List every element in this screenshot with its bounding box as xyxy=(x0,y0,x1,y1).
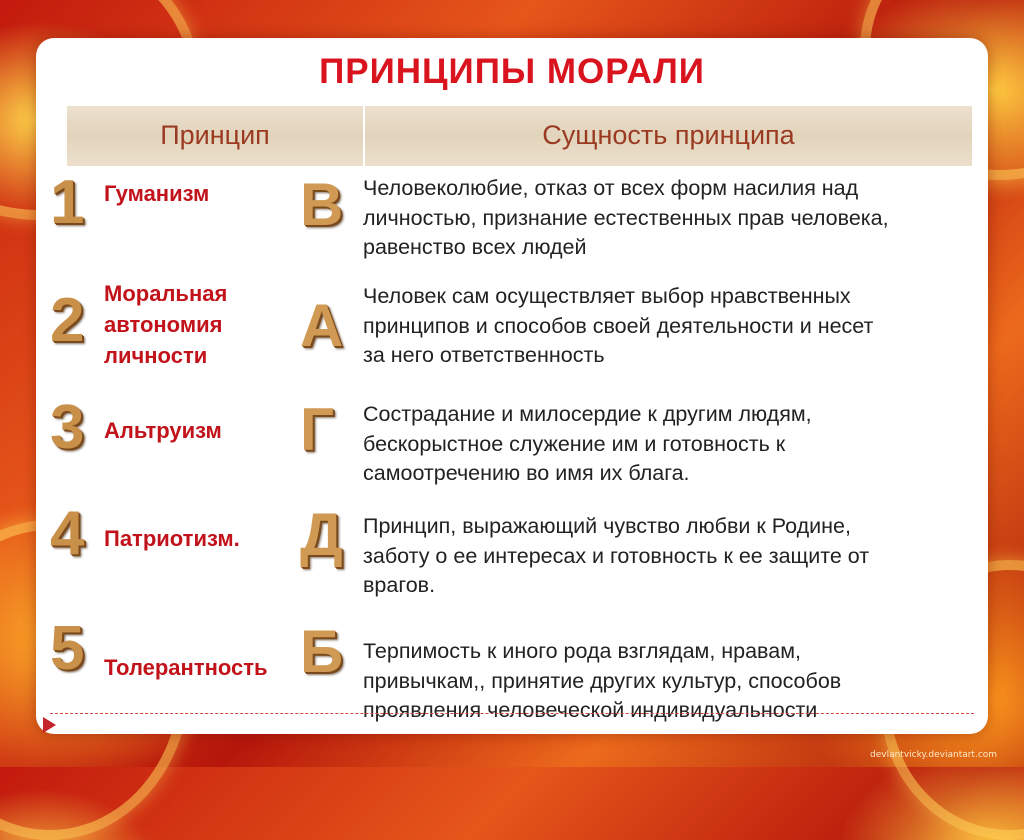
footer-divider xyxy=(50,713,974,714)
triangle-right-icon[interactable] xyxy=(43,717,56,733)
description-line: личностью, признание естественных прав человека, xyxy=(363,205,889,230)
principle-name-line: личности xyxy=(104,343,208,368)
row-number: 3 xyxy=(50,393,85,462)
description-line: проявления человеческой индивидуальности xyxy=(363,698,818,722)
description-line: Человеколюбие, отказ от всех форм насилия над xyxy=(363,176,859,200)
principle-name: Патриотизм. xyxy=(104,526,240,551)
description-line: Сострадание и милосердие к другим людям, xyxy=(363,402,812,426)
principle-description xyxy=(363,282,873,371)
description-line: принципов и способов своей деятельности и несет xyxy=(363,313,874,338)
description-line: за него ответственность xyxy=(363,343,605,367)
description-line: привычкам,, принятие других культур, способов xyxy=(363,668,842,693)
header-essence: Сущность принципа xyxy=(542,120,795,150)
answer-letter: А xyxy=(300,292,344,359)
table-header xyxy=(67,106,972,166)
row-number: 5 xyxy=(50,614,85,683)
description-line: Терпимость к иного рода взглядам, нравам, xyxy=(363,639,801,663)
principle-name: Альтруизм xyxy=(104,418,222,443)
row-number: 1 xyxy=(50,168,85,237)
answer-letter: Д xyxy=(300,501,343,568)
description-line: равенство всех людей xyxy=(363,235,587,259)
description-line: заботу о ее интересах и готовность к ее защите от xyxy=(363,543,870,568)
description-line: врагов. xyxy=(363,573,436,597)
description-line: Принцип, выражающий чувство любви к Родине, xyxy=(363,514,851,538)
header-principle: Принцип xyxy=(160,120,270,150)
principle-name: Гуманизм xyxy=(104,181,210,206)
slide-title: ПРИНЦИПЫ МОРАЛИ xyxy=(319,52,705,91)
row-number: 2 xyxy=(50,286,85,355)
principle-name-line: автономия xyxy=(104,312,223,337)
answer-letter: Г xyxy=(300,396,335,463)
watermark: devlantvicky.deviantart.com xyxy=(870,750,998,760)
principle-description xyxy=(363,400,812,489)
principle-name: Толерантность xyxy=(104,655,268,680)
answer-letter: В xyxy=(300,171,344,238)
principle-description xyxy=(363,174,889,263)
description-line: бескорыстное служение им и готовность к xyxy=(363,431,786,456)
principle-name-line: Моральная xyxy=(104,281,228,306)
description-line: Человек сам осуществляет выбор нравственных xyxy=(363,284,851,308)
principle-name xyxy=(104,278,227,371)
description-line: самоотречению во имя их блага. xyxy=(363,461,690,485)
row-number: 4 xyxy=(50,499,85,568)
principle-description xyxy=(363,512,869,601)
answer-letter: Б xyxy=(300,618,344,685)
